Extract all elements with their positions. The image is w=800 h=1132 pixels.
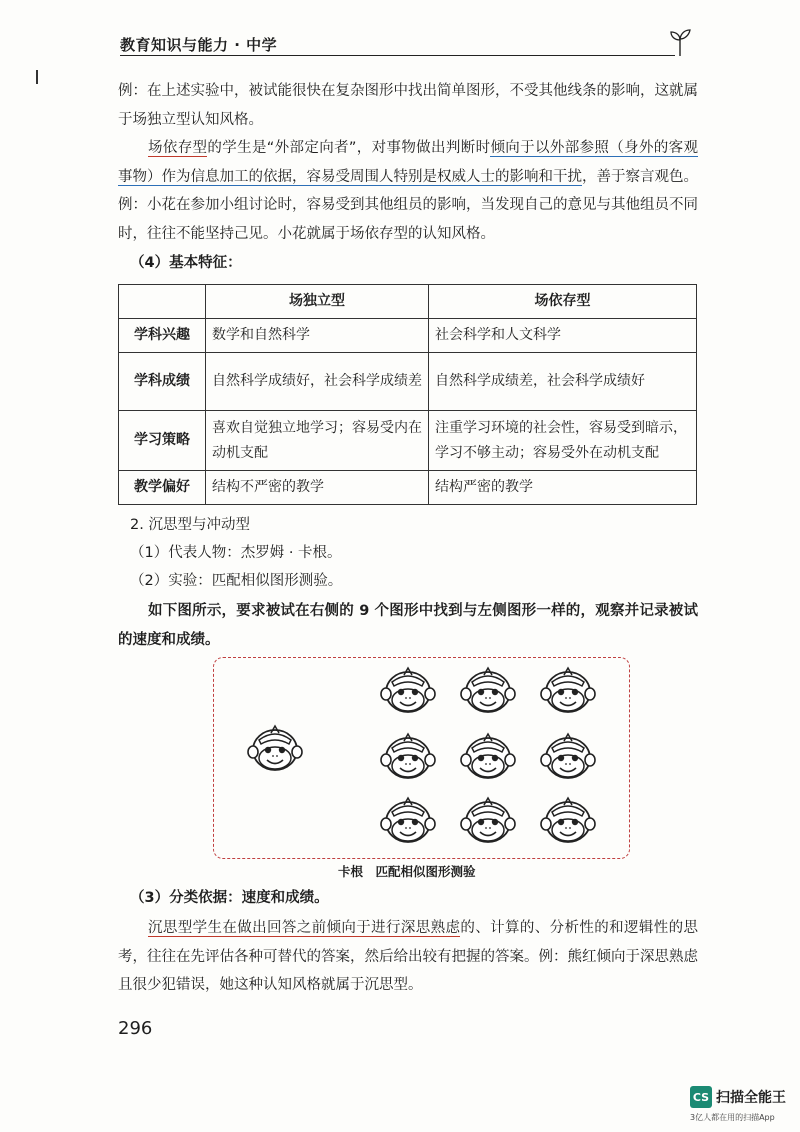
option-monkey-icon xyxy=(378,664,438,716)
option-monkey-icon xyxy=(458,730,518,782)
table-row xyxy=(119,319,697,353)
target-monkey-icon xyxy=(245,722,305,774)
page-number: 296 xyxy=(118,1018,153,1039)
underlined-definition: 倾向于以外部参照（身外的客观事物）作为信息加工的依据，容易受周围人特别是权威人士的影响和干扰 xyxy=(118,140,699,185)
term-field-dependent: 场依存型 xyxy=(148,140,208,156)
paragraph-text: 的学生是“外部定向者”，对事物做出判断时 xyxy=(207,140,491,156)
table-cell: 结构严密的教学 xyxy=(429,471,697,505)
row-label: 教学偏好 xyxy=(119,471,206,505)
table-header-row xyxy=(119,285,697,319)
table-row xyxy=(119,353,697,411)
table-cell: 数学和自然科学 xyxy=(206,319,429,353)
row-label: 学习策略 xyxy=(119,411,206,471)
section-title-reflective-impulsive: 2. 沉思型与冲动型 xyxy=(130,517,250,533)
table-cell: 社会科学和人文科学 xyxy=(429,319,697,353)
watermark-tagline: 3亿人都在用的扫描App xyxy=(690,1113,775,1122)
table-cell: 自然科学成绩差，社会科学成绩好 xyxy=(429,353,697,411)
paragraph-field-dependent xyxy=(118,134,698,248)
option-monkey-icon xyxy=(378,730,438,782)
figure-caption: 卡根 匹配相似图形测验 xyxy=(338,864,476,879)
section-heading-features: （4）基本特征： xyxy=(130,255,242,271)
running-header-title: 教育知识与能力 · 中学 xyxy=(120,36,278,54)
option-monkey-icon xyxy=(538,664,598,716)
row-label: 学科兴趣 xyxy=(119,319,206,353)
list-item-experiment: （2）实验：匹配相似图形测验。 xyxy=(130,573,343,589)
table-header-field-independent: 场独立型 xyxy=(206,285,429,319)
table-cell: 喜欢自觉独立地学习；容易受内在动机支配 xyxy=(206,411,429,471)
underlined-definition: 沉思型学生在做出回答之前倾向于进行深思熟虑 xyxy=(148,920,461,936)
scanner-watermark xyxy=(690,1086,786,1108)
features-table xyxy=(118,284,697,505)
list-item-representative: （1）代表人物：杰罗姆 · 卡根。 xyxy=(130,545,342,561)
margin-mark xyxy=(36,70,38,84)
option-monkey-icon xyxy=(538,730,598,782)
option-monkey-icon xyxy=(378,794,438,846)
option-monkey-icon xyxy=(538,794,598,846)
paragraph-text: 的、计算的、分析性的和逻辑性的思考，往往在先评估各种可替代的答案，然后给出较有把握的答案。例：熊红倾向于深思熟虑且很少犯错误，她这种认知风格就属于沉思型。 xyxy=(118,920,698,993)
table-header-corner xyxy=(119,285,206,319)
paragraph-text: ，善于察言观色。例：小花在参加小组讨论时，容易受到其他组员的影响，当发现自己的意见与其他组员不同时，往往不能坚持己见。小花就属于场依存型的认知风格。 xyxy=(118,168,698,242)
table-row xyxy=(119,471,697,505)
table-cell: 注重学习环境的社会性，容易受到暗示，学习不够主动；容易受外在动机支配 xyxy=(429,411,697,471)
cs-logo-icon: CS xyxy=(690,1086,712,1108)
option-monkey-icon xyxy=(458,794,518,846)
header-rule xyxy=(120,55,675,56)
watermark-app-name: 扫描全能王 xyxy=(716,1090,786,1106)
paragraph-field-independent-example: 例：在上述实验中，被试能很快在复杂图形中找出简单图形，不受其他线条的影响，这就属于场独立型认知风格。 xyxy=(118,83,698,128)
sprout-icon xyxy=(668,28,698,58)
table-cell: 结构不严密的教学 xyxy=(206,471,429,505)
paragraph-reflective xyxy=(118,914,698,1000)
table-row xyxy=(119,411,697,471)
table-header-field-dependent: 场依存型 xyxy=(429,285,697,319)
paragraph-experiment-description: 如下图所示，要求被试在右侧的 9 个图形中找到与左侧图形一样的，观察并记录被试的速度和成绩。 xyxy=(118,603,698,648)
row-label: 学科成绩 xyxy=(119,353,206,411)
list-item-classification: （3）分类依据：速度和成绩。 xyxy=(130,890,329,906)
option-monkey-icon xyxy=(458,664,518,716)
table-cell: 自然科学成绩好，社会科学成绩差 xyxy=(206,353,429,411)
